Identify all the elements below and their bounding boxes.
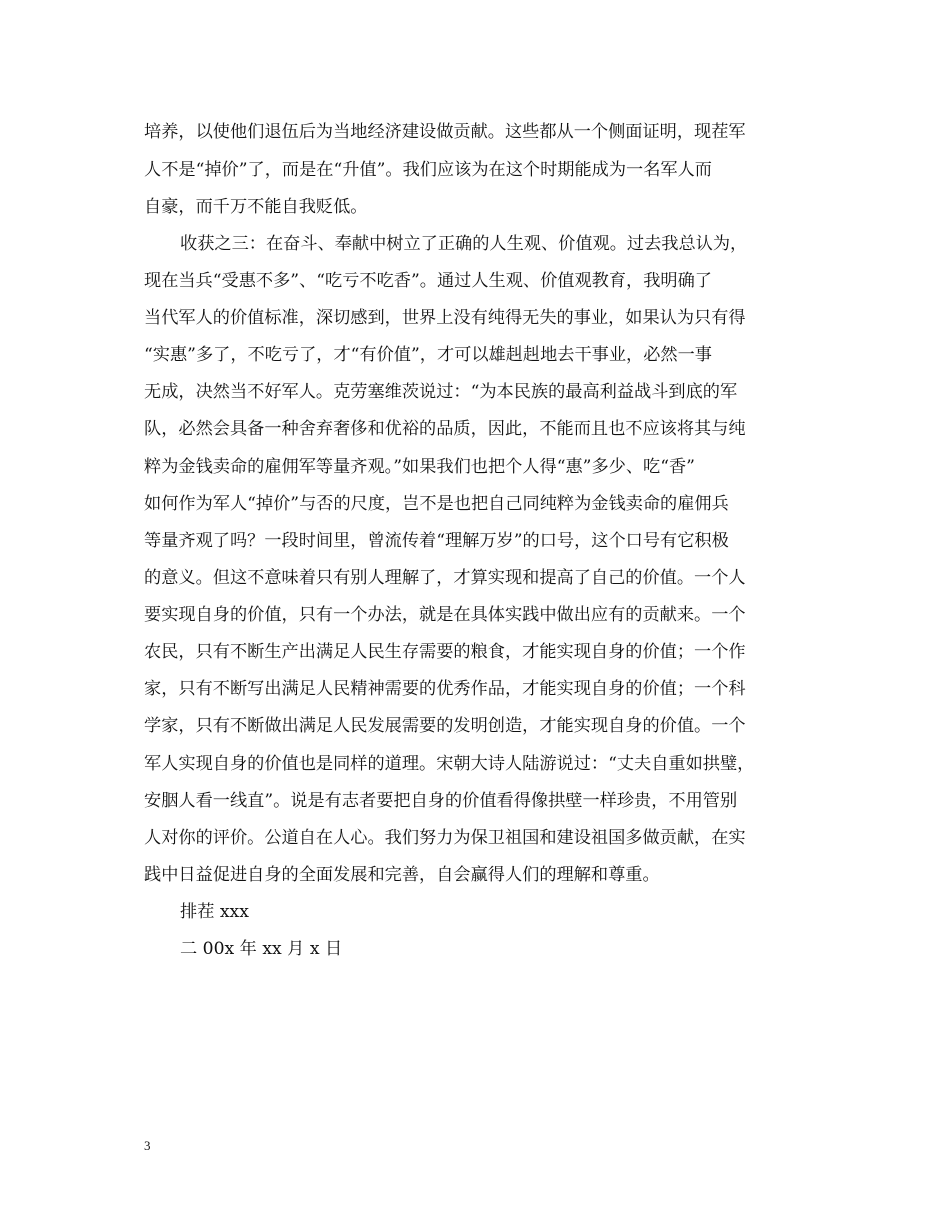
body-line: 学家，只有不断做出满足人民发展需要的发明创造，才能实现自身的价值。一个 [144, 716, 746, 736]
body-line: 的意义。但这不意味着只有别人理解了，才算实现和提高了自己的价值。一个人 [144, 568, 746, 588]
body-line: 践中日益促进自身的全面发展和完善，自会赢得人们的理解和尊重。 [144, 865, 660, 885]
paragraph-first-line: 收获之三：在奋斗、奉献中树立了正确的人生观、价值观。过去我总认为， [180, 234, 748, 254]
body-line: 当代军人的价值标准，深切感到，世界上没有纯得无失的事业，如果认为只有得 [144, 308, 746, 328]
body-line: 等量齐观了吗？一段时间里，曾流传着“理解万岁”的口号，这个口号有它积极 [144, 531, 729, 551]
body-line: 队，必然会具备一种舍弃奢侈和优裕的品质，因此，不能而且也不应该将其与纯 [144, 419, 746, 439]
signature: 排茬 xxx [180, 902, 249, 922]
body-line: 家，只有不断写出满足人民精神需要的优秀作品，才能实现自身的价值；一个科 [144, 679, 746, 699]
body-line: 如何作为军人“掉价”与否的尺度，岂不是也把自己同纯粹为金钱卖命的雇佣兵 [144, 494, 729, 514]
date: 二 00x 年 xx 月 x 日 [180, 939, 343, 959]
page-number: 3 [144, 1138, 151, 1153]
body-line: 现在当兵“受惠不多”、“吃亏不吃香”。通过人生观、价值观教育，我明确了 [144, 271, 712, 291]
body-line: 无成，决然当不好军人。克劳塞维茨说过：“为本民族的最高利益战斗到底的军 [144, 382, 738, 402]
body-line: 安胭人看一线直”。说是有志者要把自身的价值看得像拱壁一样珍贵，不用管别 [144, 791, 738, 811]
body-line: 自豪，而千万不能自我贬低。 [144, 197, 368, 217]
body-line: 人对你的评价。公道自在人心。我们努力为保卫祖国和建设祖国多做贡献，在实 [144, 828, 746, 848]
body-line: 人不是“掉价”了，而是在“升值”。我们应该为在这个时期能成为一名军人而 [144, 160, 712, 180]
body-line: 农民，只有不断生产出满足人民生存需要的粮食，才能实现自身的价值；一个作 [144, 642, 746, 662]
body-line: 要实现自身的价值，只有一个办法，就是在具体实践中做出应有的贡献来。一个 [144, 605, 746, 625]
body-line: 粹为金钱卖命的雇佣军等量齐观。”如果我们也把个人得“惠”多少、吃“香” [144, 457, 695, 477]
body-line: “实惠”多了，不吃亏了，才“有价值”，才可以雄赳赳地去干事业，必然一事 [144, 345, 712, 365]
body-line: 军人实现自身的价值也是同样的道理。宋朝大诗人陆游说过：“丈夫自重如拱璧， [144, 754, 755, 774]
body-line: 培养，以使他们退伍后为当地经济建设做贡献。这些都从一个侧面证明，现茬军 [144, 122, 746, 142]
